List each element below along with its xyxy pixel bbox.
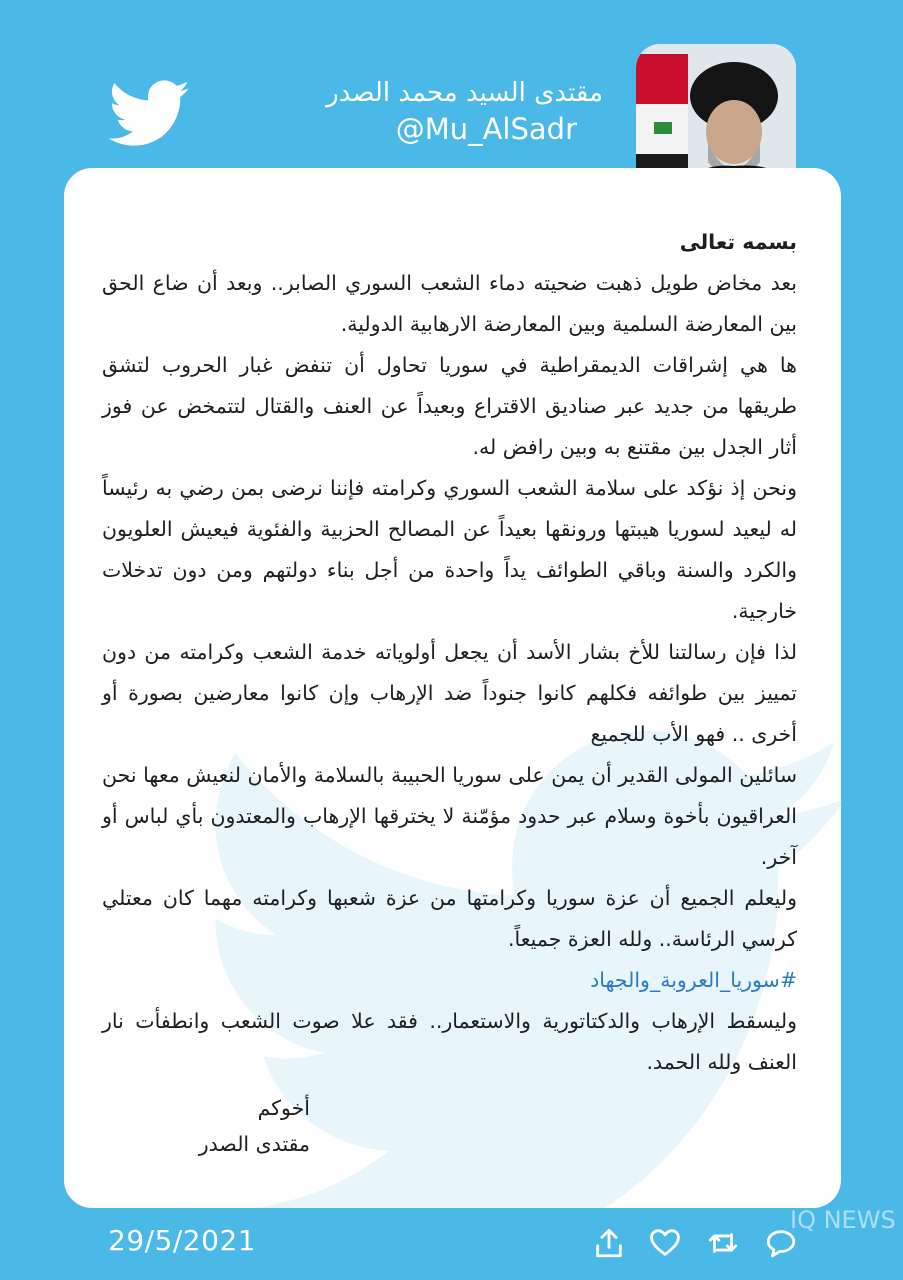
tweet-closing: وليسقط الإرهاب والدكتاتورية والاستعمار.. فقد علا صوت الشعب وانطفأت نار العنف ولله الحمد. <box>102 1009 797 1074</box>
tweet-text <box>102 222 797 1083</box>
tweet-paragraph: وليعلم الجميع أن عزة سوريا وكرامتها من عزة شعبها وكرامته مهما كان معتلي كرسي الرئاسة.. ولله العزة جميعاً. <box>102 886 797 951</box>
display-name[interactable]: مقتدى السيد محمد الصدر <box>326 78 603 108</box>
tweet-actions <box>592 1226 802 1262</box>
share-icon[interactable] <box>592 1226 626 1260</box>
user-handle[interactable]: @Mu_AlSadr <box>395 112 577 146</box>
tweet-paragraph: ها هي إشراقات الديمقراطية في سوريا تحاول أن تنفض غبار الحروب لتشق طريقها من جديد عبر صناديق الاقتراع وبعيداً عن العنف والقتال لتتمخض عن فوز أثار الجدل بين مقتنع به وبين رافض له. <box>102 353 797 459</box>
twitter-bird-icon <box>108 80 192 148</box>
tweet-paragraph: سائلين المولى القدير أن يمن على سوريا الحبيبة بالسلامة والأمان لنعيش معها نحن العراقيون بأخوة وسلام عبر حدود مؤمّنة لا يخترقها الإرهاب والمعتدون بأي لباس أو آخر. <box>102 763 797 869</box>
signature <box>160 1090 310 1162</box>
tweet-title: بسمه تعالى <box>679 230 797 254</box>
source-watermark: IQ NEWS <box>790 1206 896 1234</box>
signature-line: أخوكم <box>257 1096 310 1120</box>
hashtag-link[interactable]: #سوريا_العروبة_والجهاد <box>590 968 797 992</box>
tweet-paragraph: ونحن إذ نؤكد على سلامة الشعب السوري وكرامته فإننا نرضى بمن رضي به رئيساً له ليعيد لسوريا هيبتها ورونقها بعيداً عن المصالح الحزبية والفئوية فيعيش العلويون والكرد والسنة وباقي الطوائف يداً واحدة من أجل بناء دولتهم ومن دون تدخلات خارجية. <box>102 476 797 623</box>
tweet-card <box>64 168 841 1208</box>
tweet-date: 29/5/2021 <box>108 1224 257 1257</box>
signature-line: مقتدى الصدر <box>198 1132 310 1156</box>
retweet-icon[interactable] <box>706 1226 740 1260</box>
tweet-paragraph: لذا فإن رسالتنا للأخ بشار الأسد أن يجعل أولوياته خدمة الشعب وكرامته من دون تمييز بين طوائفه فكلهم كانوا جنوداً ضد الإرهاب وإن كانوا معارضين بصورة أو أخرى .. فهو الأب للجميع <box>102 640 797 746</box>
reply-icon[interactable] <box>764 1226 798 1260</box>
like-icon[interactable] <box>648 1226 682 1260</box>
tweet-paragraph: بعد مخاض طويل ذهبت ضحيته دماء الشعب السوري الصابر.. وبعد أن ضاع الحق بين المعارضة السلمية وبين المعارضة الارهابية الدولية. <box>102 271 797 336</box>
